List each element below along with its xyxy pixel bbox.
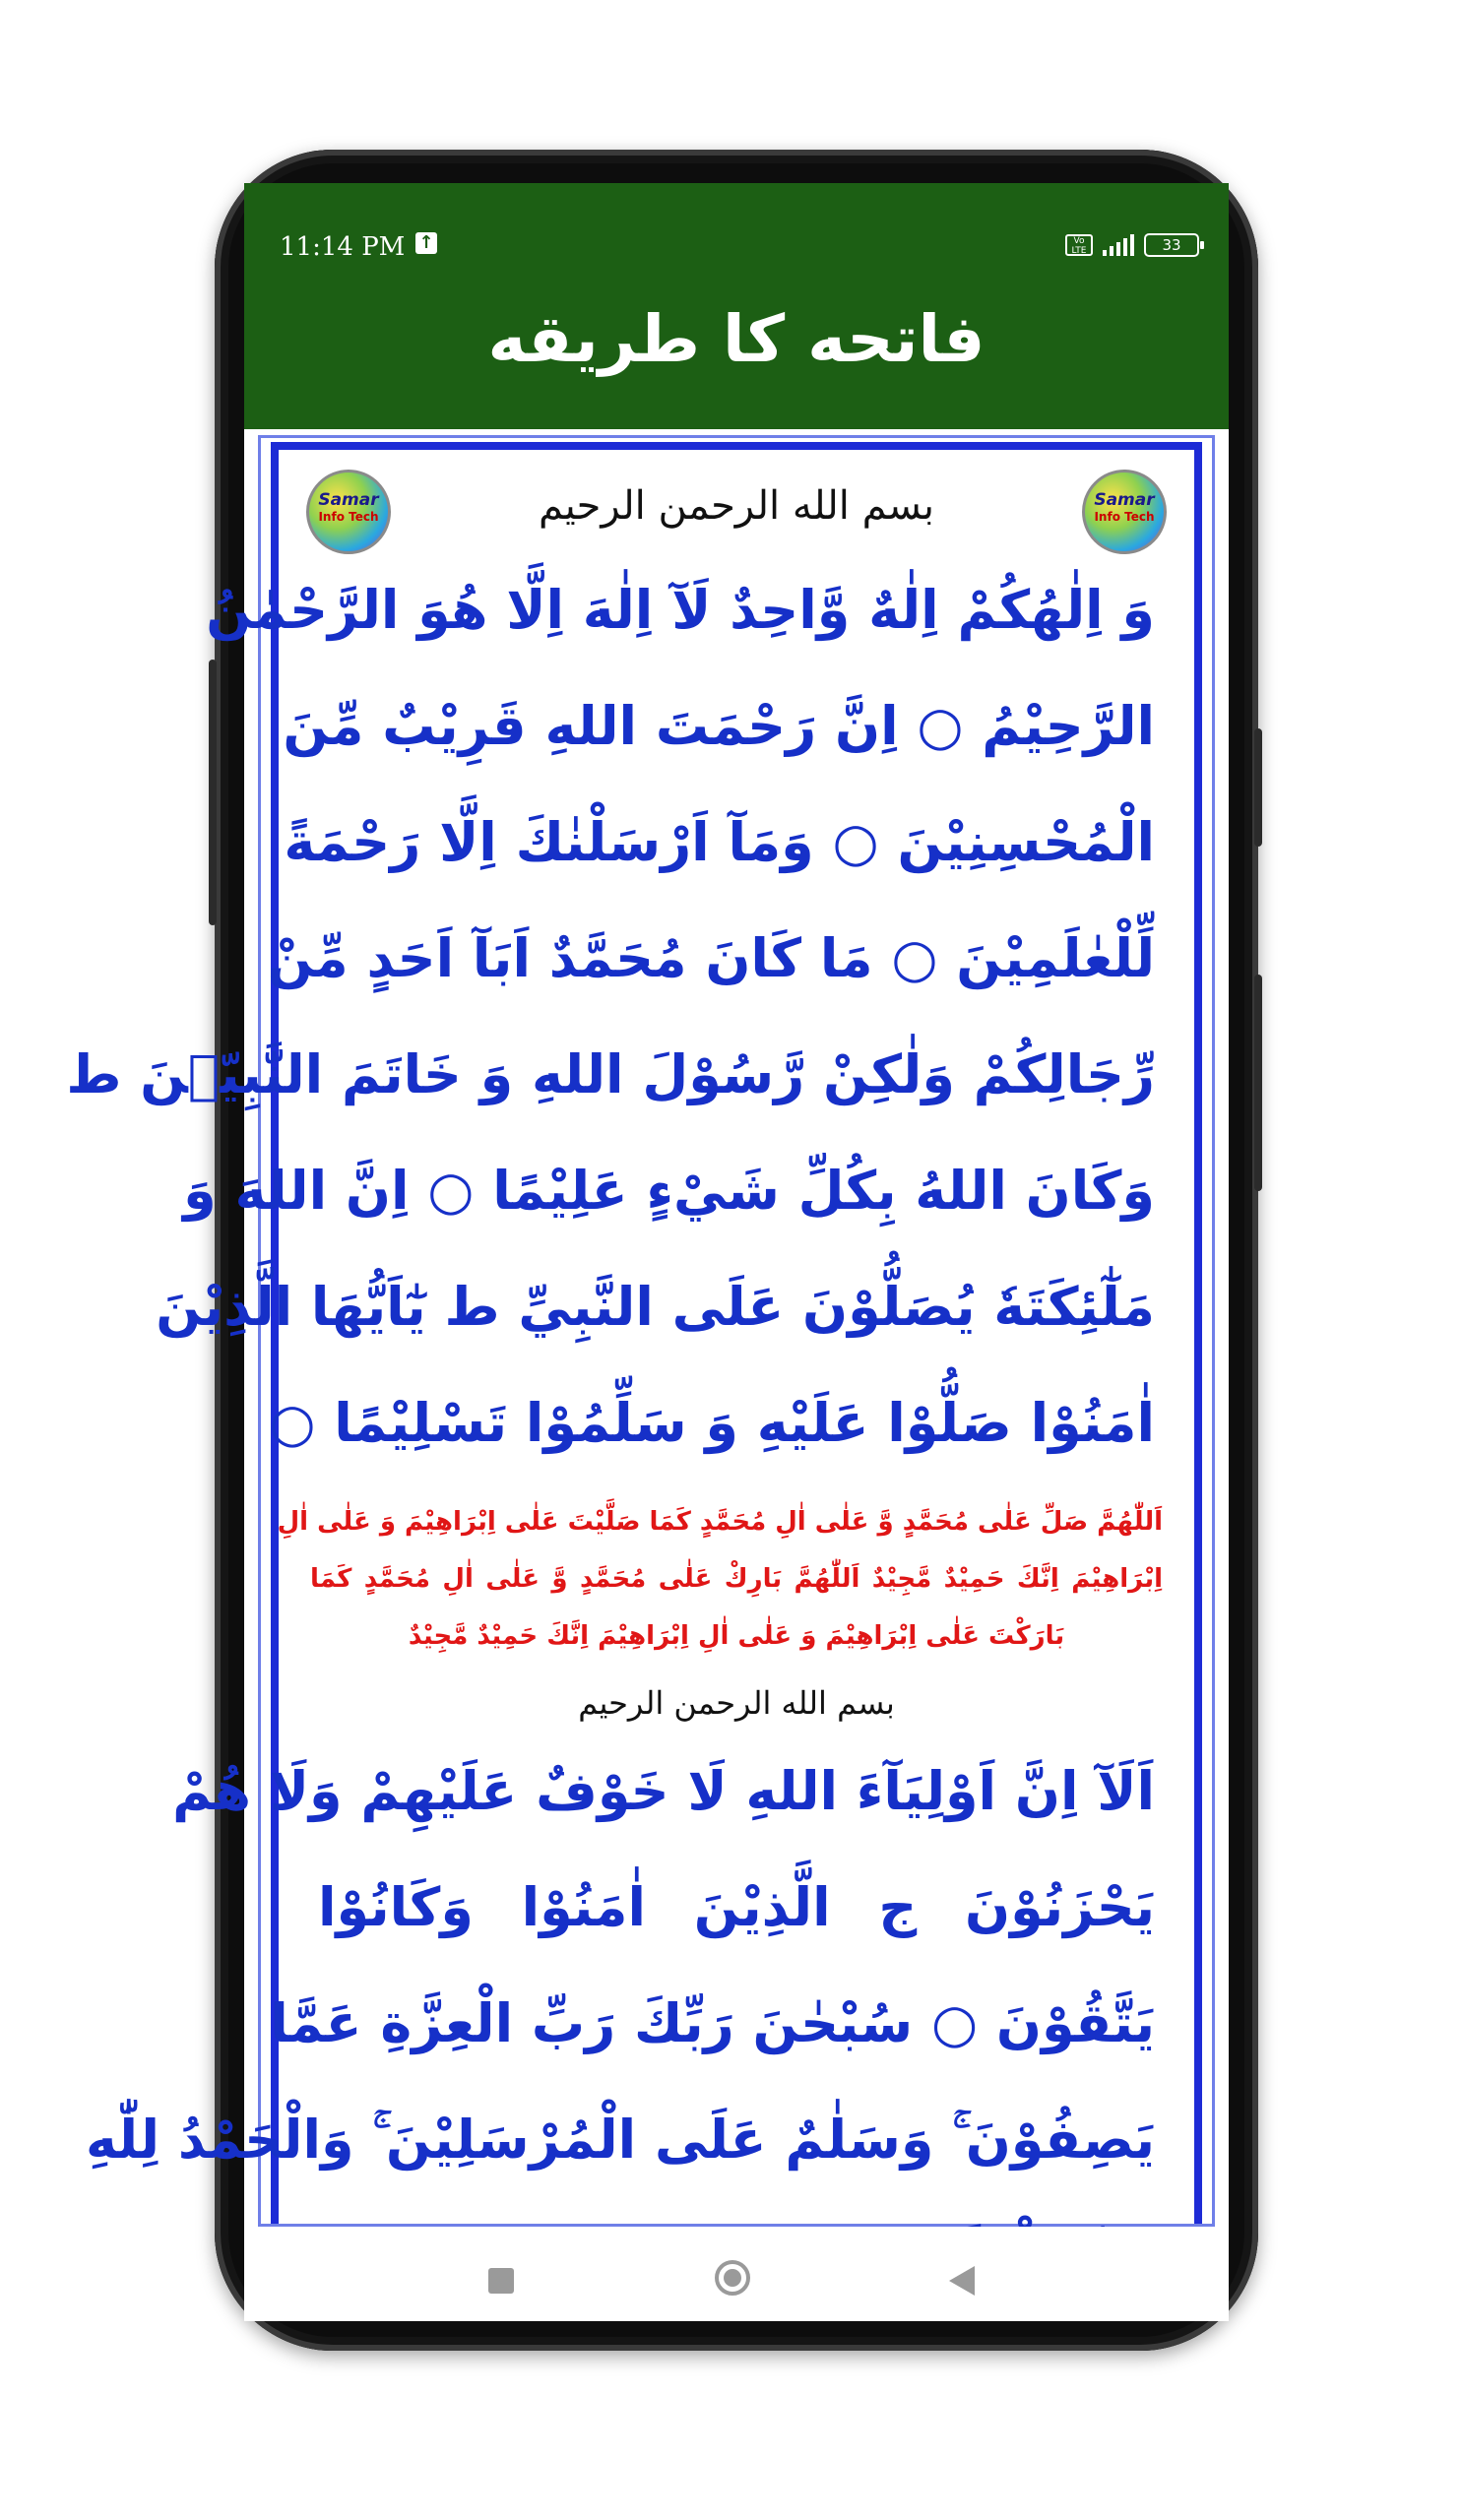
logo-right-line2: Info Tech	[1094, 510, 1155, 524]
volte-icon: Vo LTE	[1065, 234, 1093, 256]
status-icons	[1065, 230, 1199, 260]
upload-icon: ↑	[415, 232, 437, 254]
verse-line: اٰمَنُوْا صَلُّوْا عَلَيْهِ وَ سَلِّمُوْا تَسْلِيْمًا ○	[269, 1392, 1155, 1454]
durood-line: اِبْرَاهِيْمَ اِنَّكَ حَمِيْدٌ مَّجِيْدٌ اَللّٰهُمَّ بَارِكْ عَلٰى مُحَمَّدٍ وَّ عَلٰى اٰلِ مُحَمَّدٍ كَمَا	[310, 1564, 1163, 1594]
basmala-header: بسم الله الرحمن الرحيم	[538, 483, 935, 529]
durood-line: بَارَكْتَ عَلٰى اِبْرَاهِيْمَ وَ عَلٰى اٰلِ اِبْرَاهِيْمَ اِنَّكَ حَمِيْدٌ مَّجِيْدٌ	[408, 1621, 1065, 1651]
verse-line: يَصِفُوْنَ ۚ وَسَلٰمٌ عَلَى الْمُرْسَلِيْنَ ۚ وَالْحَمْدُ لِلّٰهِ	[85, 2109, 1155, 2171]
verse-line: اَلَآ اِنَّ اَوْلِيَآءَ اللهِ لَا خَوْفٌ عَلَيْهِمْ وَلَا هُمْ	[172, 1760, 1155, 1822]
logo-right-line1: Samar	[1094, 490, 1155, 510]
signal-icon	[1103, 234, 1134, 256]
battery-icon: 33	[1144, 233, 1199, 257]
verse-line: مَلٰٓئِكَتَهٗ يُصَلُّوْنَ عَلَى النَّبِيِّ ط يٰٓاَيُّهَا الَّذِيْنَ	[156, 1276, 1155, 1338]
verse-line: الْمُحْسِنِيْنَ ○ وَمَآ اَرْسَلْنٰكَ اِلَّا رَحْمَةً	[284, 811, 1155, 873]
home-icon[interactable]	[715, 2260, 750, 2296]
navigation-bar	[244, 2227, 1229, 2321]
verse-line: رِّجَالِكُمْ وَلٰكِنْ رَّسُوْلَ اللهِ وَ خَاتَمَ النَّبِيّٖنَ ط	[66, 1043, 1155, 1105]
verse-line: لِّلْعٰلَمِيْنَ ○ مَا كَانَ مُحَمَّدٌ اَبَآ اَحَدٍ مِّنْ	[267, 927, 1155, 989]
power-button	[1254, 728, 1262, 847]
left-side-button	[209, 660, 217, 925]
verse-line: الرَّحِيْمُ ○ اِنَّ رَحْمَتَ اللهِ قَرِيْبٌ مِّنَ	[283, 695, 1155, 757]
status-bar	[244, 183, 1229, 262]
logo-left-line2: Info Tech	[318, 510, 379, 524]
status-time: 11:14 PM	[280, 232, 406, 262]
basmala-divider: بسم الله الرحمن الرحيم	[578, 1684, 895, 1722]
back-icon[interactable]	[949, 2266, 975, 2296]
content-border	[66, 442, 1202, 2224]
phone-screen	[66, 183, 1229, 2321]
recent-apps-icon[interactable]	[488, 2268, 514, 2294]
verse-line: يَتَّقُوْنَ ○ سُبْحٰنَ رَبِّكَ رَبِّ الْعِزَّةِ عَمَّا	[270, 1992, 1155, 2054]
volume-button	[1254, 975, 1262, 1191]
app-title: فاتحه کا طریقه	[487, 301, 986, 377]
content-page[interactable]	[66, 435, 1215, 2227]
durood-line: اَللّٰهُمَّ صَلِّ عَلٰى مُحَمَّدٍ وَّ عَلٰى اٰلِ مُحَمَّدٍ كَمَا صَلَّيْتَ عَلٰى اِبْرَاهِيْمَ وَ عَلٰى اٰلِ	[277, 1507, 1163, 1537]
verse-line: وَكَانَ اللهُ بِكُلِّ شَيْءٍ عَلِيْمًا ○ اِنَّ اللهَ وَ	[183, 1160, 1155, 1222]
verse-line: يَحْزَنُوْنَ ج الَّذِيْنَ اٰمَنُوْا وَكَانُوْا	[318, 1876, 1155, 1938]
logo-left-line1: Samar	[318, 490, 379, 510]
app-bar	[244, 183, 1229, 429]
verse-line: وَ اِلٰهُكُمْ اِلٰهٌ وَّاحِدٌ لَآ اِلٰهَ اِلَّا هُوَ الرَّحْمٰنُ	[206, 579, 1155, 641]
